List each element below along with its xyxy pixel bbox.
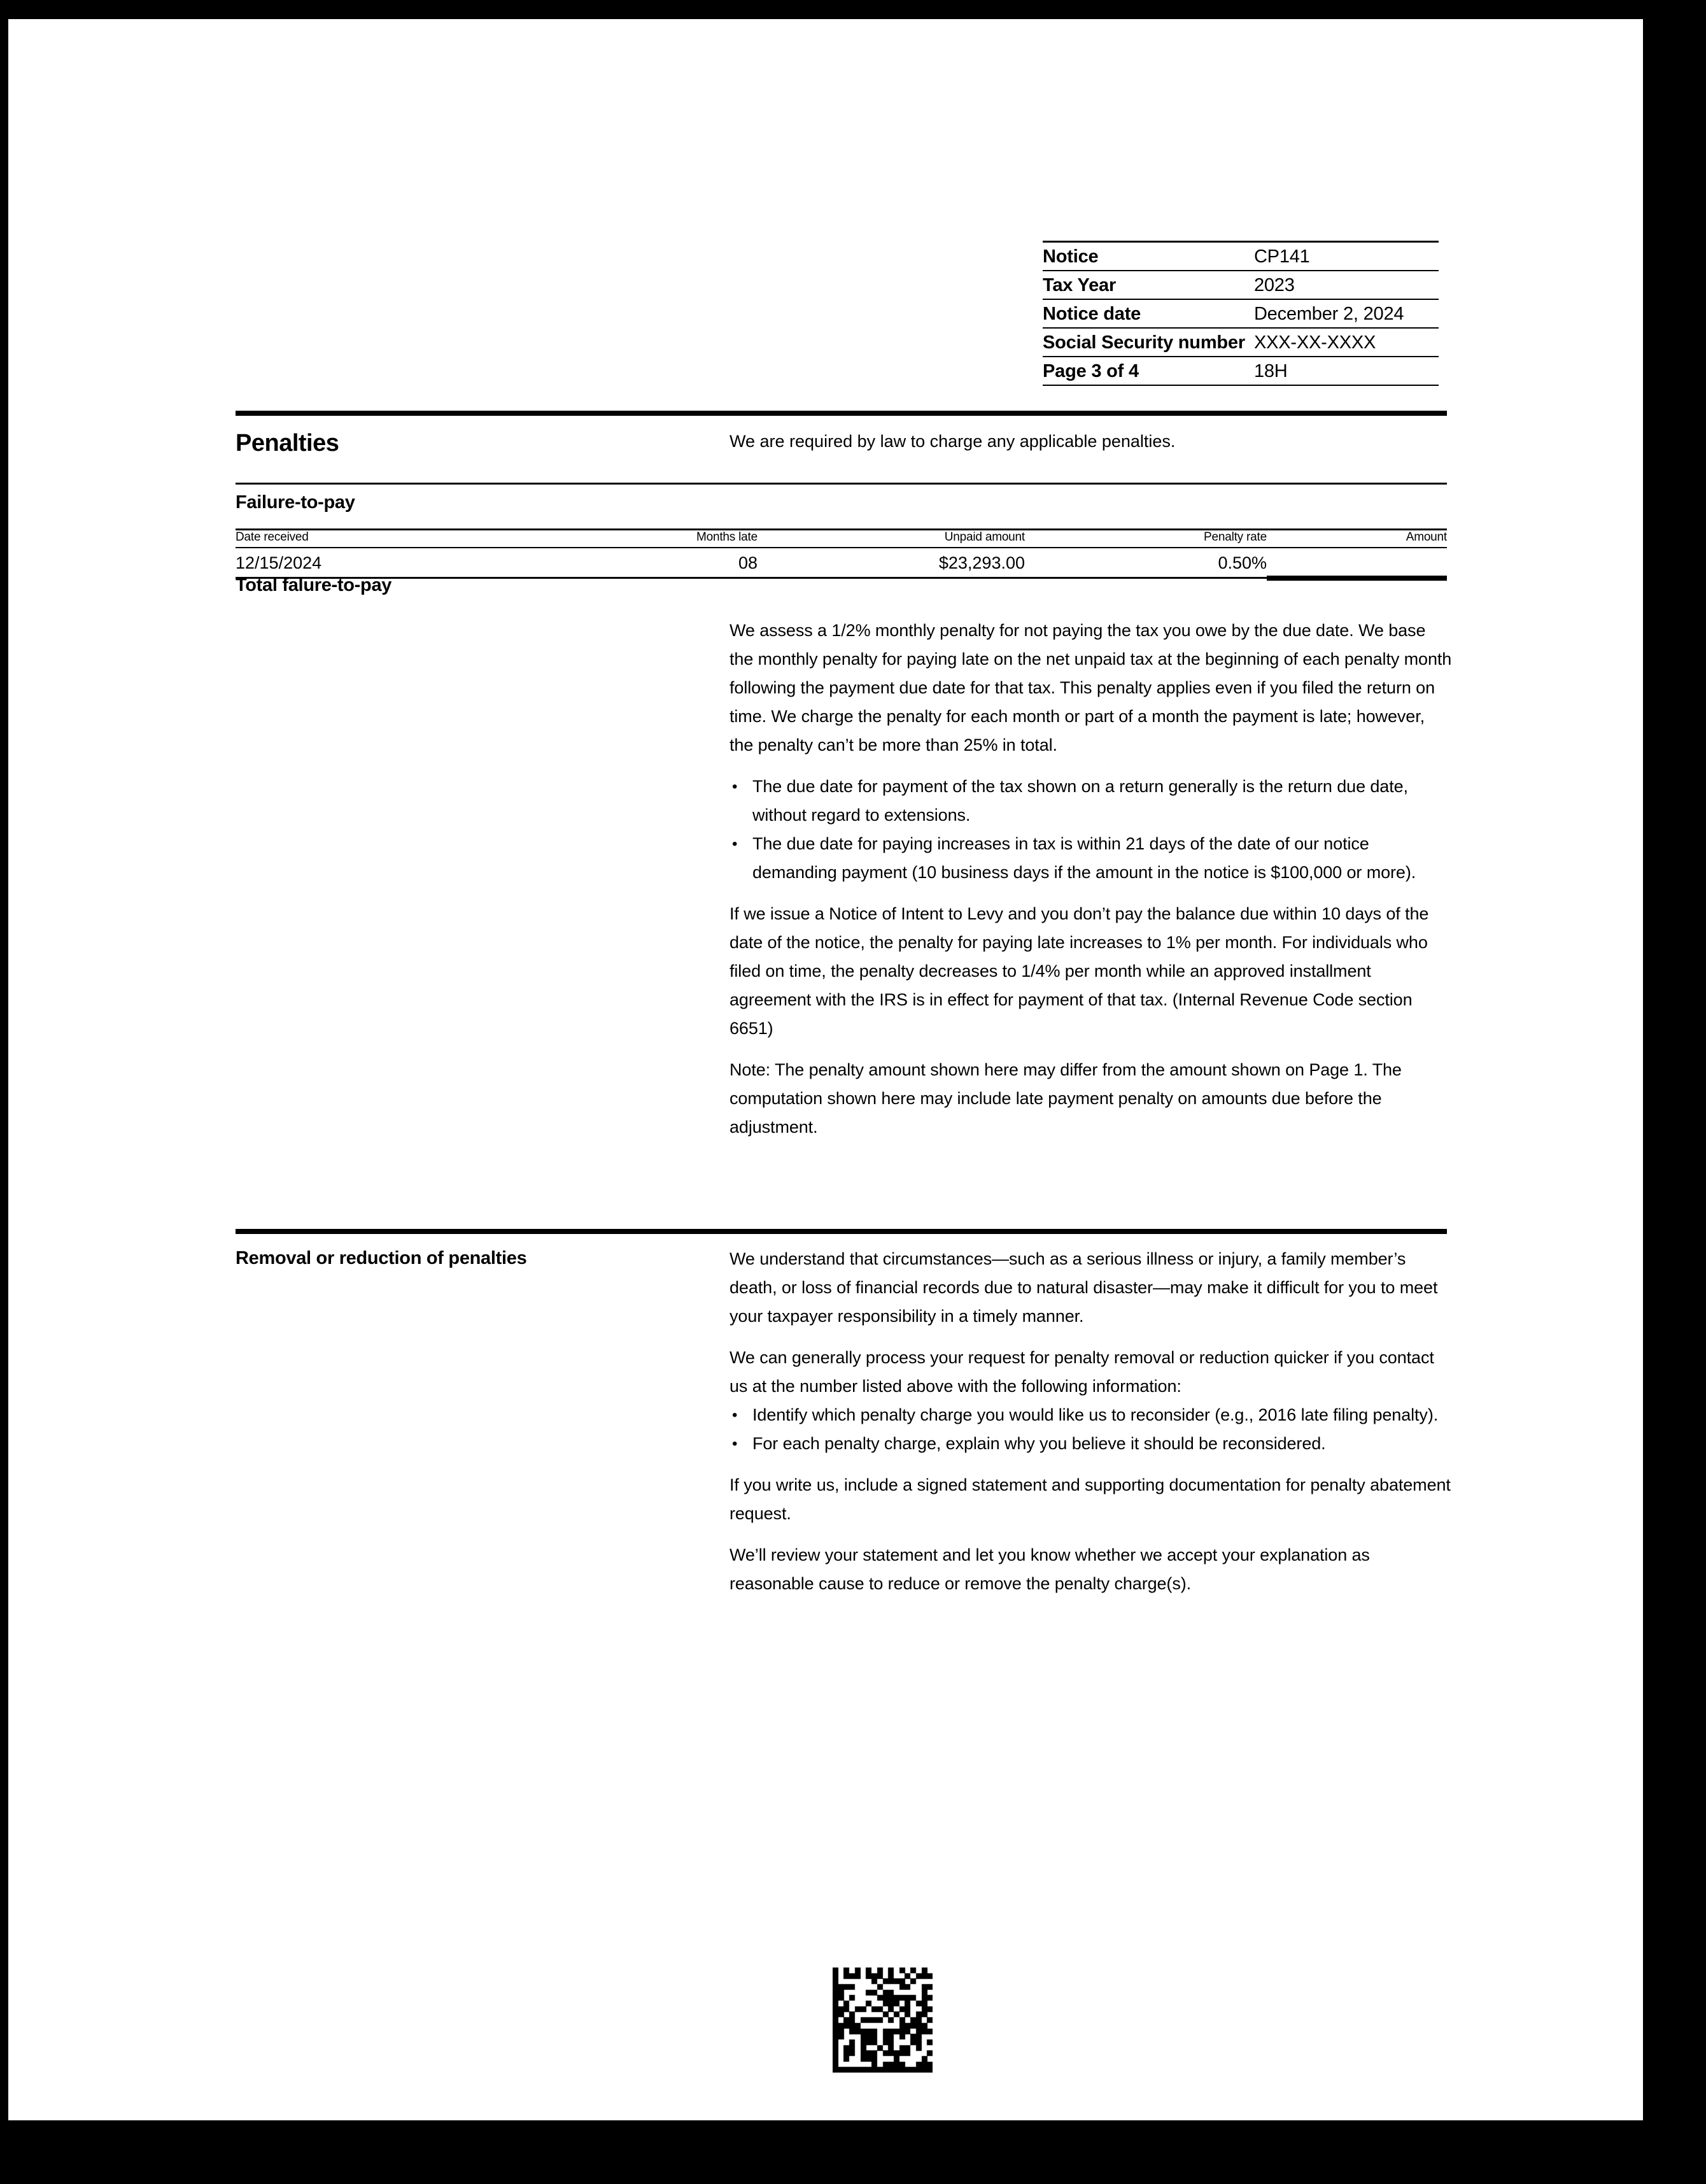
cell-penalty-rate: 0.50% — [1025, 548, 1267, 578]
meta-value-notice-date: December 2, 2024 — [1245, 299, 1439, 328]
penalties-paragraph-2: If we issue a Notice of Intent to Levy and you don’t pay the balance due within 10 days of the date of the notice, the penalty for paying late increases to 1% per month. For individuals who filed on time, the penalty decreases to 1/4% per month while an approved installment agreement with the IRS is in effect for payment of that tax. (Internal Revenue Code section 6651) — [730, 904, 1429, 1038]
meta-value-page-code: 18H — [1245, 357, 1439, 385]
removal-paragraph-3: If you write us, include a signed statement and supporting documentation for penalty abatement request. — [730, 1475, 1451, 1523]
page-corner-bottom-left — [0, 2167, 17, 2184]
meta-value-tax-year: 2023 — [1245, 271, 1439, 299]
table-row — [1043, 242, 1439, 271]
removal-section-heading: Removal or reduction of penalties — [236, 1248, 527, 1268]
meta-value-notice: CP141 — [1245, 242, 1439, 271]
datamatrix-barcode-canvas — [833, 1968, 933, 2073]
penalties-paragraph-1: We assess a 1/2% monthly penalty for not paying the tax you owe by the due date. We base the monthly penalty for paying late on the net unpaid tax at the beginning of each penalty month following the payment due date for that tax. This penalty applies even if you filed the return on time. We charge the penalty for each month or part of a month the payment is late; however, the penalty can’t be more than 25% in total. — [730, 621, 1452, 755]
column-header-months-late: Months late — [503, 530, 758, 548]
penalties-lead-text: We are required by law to charge any applicable penalties. — [730, 432, 1176, 451]
page-corner-top-right — [1689, 0, 1706, 17]
removal-bullet-list — [730, 1401, 1452, 1458]
table-row — [1043, 299, 1439, 328]
notice-page — [8, 19, 1643, 2120]
penalties-section-top-rule — [236, 411, 1447, 416]
total-failure-to-pay-label: Total falure-to-pay — [236, 575, 392, 595]
meta-label-tax-year: Tax Year — [1043, 271, 1245, 299]
column-header-unpaid-amount: Unpaid amount — [758, 530, 1025, 548]
column-header-amount: Amount — [1267, 530, 1447, 548]
penalties-body-column — [730, 616, 1452, 1154]
datamatrix-barcode — [833, 1968, 933, 2073]
meta-label-notice: Notice — [1043, 242, 1245, 271]
list-item: • Identify which penalty charge you would like us to reconsider (e.g., 2016 late filing penalty). — [730, 1401, 1452, 1429]
meta-label-page: Page 3 of 4 — [1043, 357, 1245, 385]
column-header-penalty-rate: Penalty rate — [1025, 530, 1267, 548]
meta-label-ssn: Social Security number — [1043, 328, 1245, 357]
notice-meta-table-body — [1043, 242, 1439, 385]
penalties-bullet-list — [730, 772, 1452, 887]
page-title: Penalties — [236, 430, 339, 457]
failure-to-pay-table-body — [236, 548, 1447, 578]
table-row — [1043, 357, 1439, 385]
cell-months-late: 08 — [503, 548, 758, 578]
list-item: • The due date for payment of the tax shown on a return generally is the return due date, without regard to extensions. — [730, 772, 1452, 830]
removal-section-top-rule — [236, 1229, 1447, 1234]
cell-unpaid-amount: $23,293.00 — [758, 548, 1025, 578]
removal-body-column — [730, 1245, 1452, 1611]
list-item: • The due date for paying increases in tax is within 21 days of the date of our notice demanding payment (10 business days if the amount in the notice is $100,000 or more). — [730, 830, 1452, 887]
removal-paragraph-2: We can generally process your request for penalty removal or reduction quicker if you contact us at the number listed above with the following information: — [730, 1348, 1434, 1396]
table-row — [1043, 271, 1439, 299]
table-header-row — [236, 530, 1447, 548]
table-row — [236, 548, 1447, 578]
penalties-paragraph-3-note: Note: The penalty amount shown here may differ from the amount shown on Page 1. The computation shown here may include late payment penalty on amounts due before the adjustment. — [730, 1060, 1402, 1137]
failure-to-pay-divider-rule — [236, 483, 1447, 485]
page-corner-bottom-right — [1689, 2167, 1706, 2184]
meta-value-ssn: XXX-XX-XXXX — [1245, 328, 1439, 357]
failure-to-pay-table — [236, 528, 1447, 581]
meta-label-notice-date: Notice date — [1043, 299, 1245, 328]
removal-paragraph-1: We understand that circumstances—such as a serious illness or injury, a family member’s death, or loss of financial records due to natural disaster—may make it difficult for you to meet your taxpayer responsibility in a timely manner. — [730, 1249, 1438, 1326]
cell-date-received: 12/15/2024 — [236, 548, 503, 578]
column-header-date-received: Date received — [236, 530, 503, 548]
list-item: • For each penalty charge, explain why you believe it should be reconsidered. — [730, 1429, 1452, 1458]
notice-meta-table — [1043, 241, 1439, 386]
failure-to-pay-heading: Failure-to-pay — [236, 492, 355, 513]
removal-paragraph-4: We’ll review your statement and let you know whether we accept your explanation as reasonable cause to reduce or remove the penalty charge(s). — [730, 1545, 1370, 1593]
cell-amount — [1267, 548, 1447, 578]
page-corner-top-left — [0, 0, 17, 17]
failure-to-pay-table-head — [236, 530, 1447, 548]
table-row — [1043, 328, 1439, 357]
